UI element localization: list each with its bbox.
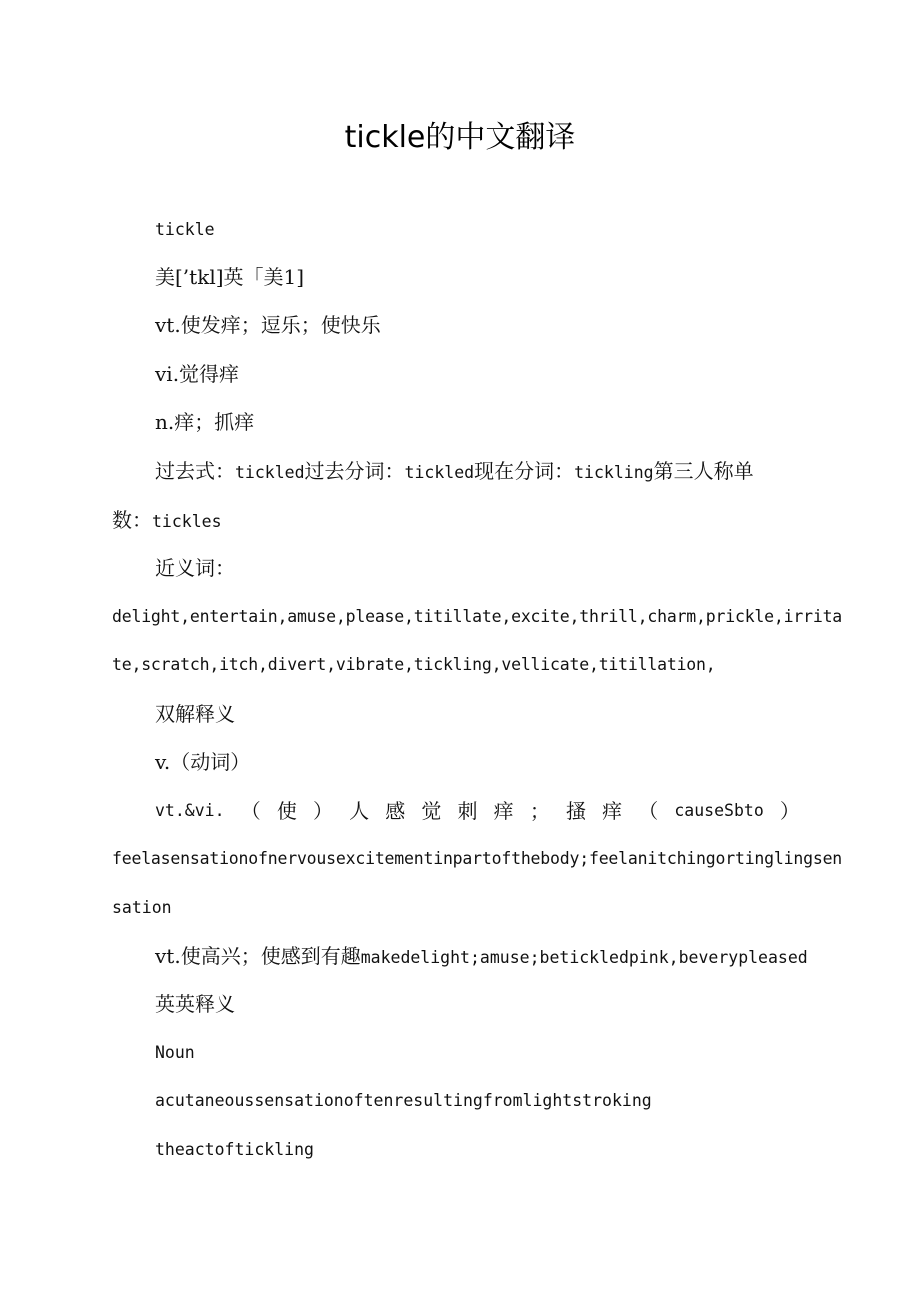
sense-1-line-1 — [155, 797, 800, 825]
past-participle-label: 过去分词： — [304, 459, 405, 483]
sense-1-token: ） — [779, 799, 800, 823]
third-person-label: 第三人称单 — [653, 459, 754, 483]
sense-1-token: 搔 — [565, 799, 586, 823]
part-of-speech — [155, 748, 250, 776]
definition-vt: vt.使发痒；逗乐；使快乐 — [155, 313, 381, 337]
present-participle-label: 现在分词： — [474, 459, 575, 483]
present-participle-value: tickling — [574, 463, 654, 482]
definition-vi: vi.觉得痒 — [155, 362, 240, 386]
sense-1-prefix: vt.&vi. — [155, 801, 225, 820]
headword: tickle — [155, 220, 215, 239]
synonyms-heading: 近义词： — [155, 556, 235, 580]
past-tense-label: 过去式： — [155, 459, 235, 483]
sense-1-token: 人 — [349, 799, 370, 823]
past-tense-value: tickled — [235, 463, 305, 482]
sense-1-token: 痒 — [602, 799, 623, 823]
past-participle-value: tickled — [404, 463, 475, 482]
english-definition-2: theactoftickling — [155, 1140, 314, 1159]
noun-label: Noun — [155, 1043, 195, 1062]
pronunciation: 美[’tkl]英「美1] — [155, 265, 305, 289]
third-person-label-cont: 数： — [112, 508, 152, 532]
english-definition-1: acutaneoussensationoftenresultingfromlightstroking — [155, 1091, 652, 1110]
part-of-speech-text: v.（动词） — [155, 750, 251, 774]
synonyms-line-1: delight,entertain,amuse,please,titillate,excite,thrill,charm,prickle,irrita — [112, 607, 843, 626]
bilingual-heading: 双解释义 — [155, 702, 235, 726]
sense-2-chinese: vt.使高兴；使感到有趣 — [155, 944, 361, 968]
sense-1-token: ） — [312, 799, 333, 823]
sense-1-line-3: sation — [112, 898, 172, 917]
english-heading: 英英释义 — [155, 992, 235, 1016]
sense-1-line-2: feelasensationofnervousexcitementinpartofthebody;feelanitchingortinglingsen — [112, 849, 843, 868]
sense-1-token: （ — [240, 799, 261, 823]
sense-2-english: makedelight;amuse;betickledpink,beverypleased — [360, 948, 808, 967]
inflections-line — [155, 457, 754, 487]
third-person-value: tickles — [152, 512, 222, 531]
sense-1-token: （ — [638, 799, 659, 823]
sense-1-token: 使 — [276, 799, 297, 823]
definition-n: n.痒；抓痒 — [155, 410, 255, 434]
sense-1-token: 觉 — [421, 799, 442, 823]
sense-2-line — [155, 942, 808, 972]
sense-1-token: causeSbto — [674, 801, 764, 820]
page-title: tickle的中文翻译 — [344, 120, 576, 155]
sense-1-token: ； — [529, 799, 550, 823]
sense-1-token: 感 — [385, 799, 406, 823]
sense-1-token: 刺 — [457, 799, 478, 823]
sense-1-token: 痒 — [493, 799, 514, 823]
inflections-line-cont — [112, 506, 222, 536]
synonyms-line-2: te,scratch,itch,divert,vibrate,tickling,vellicate,titillation, — [112, 655, 716, 674]
